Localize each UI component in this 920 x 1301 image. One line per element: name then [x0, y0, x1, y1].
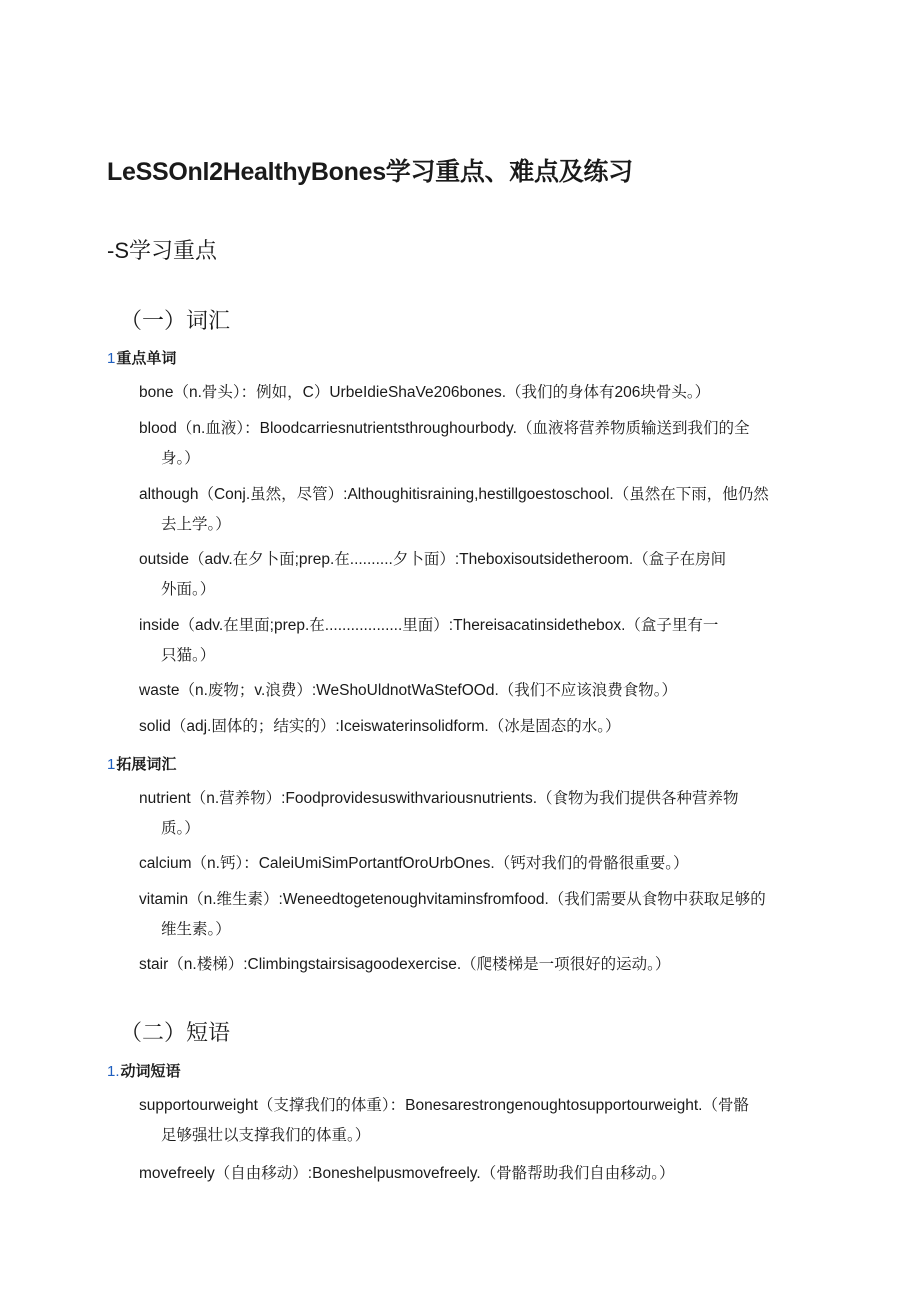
vocab-entry-nutrient: [139, 784, 809, 844]
entry-text: calcium（n.钙）：CaleiUmiSimPortantfOroUrbOnes.（钙对我们的骨骼很重要。）: [139, 855, 689, 872]
group-label: 拓展词汇: [116, 756, 177, 773]
vocab-entry-blood: [139, 414, 809, 474]
group-heading-verb-phrases: [107, 1060, 181, 1081]
group-label: 重点单词: [116, 350, 177, 367]
subsection-heading-vocabulary: （一）词汇: [120, 308, 231, 333]
entry-text-continued: 去上学。）: [161, 516, 231, 533]
subsection-heading-phrases: （二）短语: [120, 1020, 231, 1045]
entry-text-continued: 外面。）: [161, 581, 216, 598]
entry-text: bone（n.骨头）：例如，C）UrbeIdieShaVe206bones.（我们的身体有206块骨头。）: [139, 384, 711, 401]
entry-text: stair（n.楼梯）:Climbingstairsisagoodexercise.（爬楼梯是一项很好的运动。）: [139, 956, 671, 973]
entry-text: vitamin（n.维生素）:Weneedtogetenoughvitaminsfromfood.（我们需要从食物中获取足够的: [139, 891, 766, 908]
group-number: 1: [107, 756, 116, 773]
entry-text-continued: 质。）: [161, 820, 200, 837]
entry-text-continued: 维生素。）: [161, 921, 231, 938]
vocab-entry-bone: [139, 378, 809, 408]
entry-text: movefreely（自由移动）:Boneshelpusmovefreely.（骨骼帮助我们自由移动。）: [139, 1165, 675, 1182]
vocab-entry-outside: [139, 545, 809, 605]
phrase-entry-support-our-weight: [139, 1091, 809, 1151]
vocab-entry-stair: [139, 950, 809, 980]
entry-text: inside（adv.在里面;prep.在..................里面）:Thereisacatinsidethebox.（盒子里有一: [139, 617, 719, 634]
document-title: LeSSOnl2HealthyBones学习重点、难点及练习: [107, 158, 633, 186]
entry-text: supportourweight（支撑我们的体重）：Bonesarestrongenoughtosupportourweight.（骨骼: [139, 1097, 749, 1114]
entry-text: blood（n.血液）：Bloodcarriesnutrientsthroughourbody.（血液将营养物质输送到我们的全: [139, 420, 750, 437]
vocab-entry-vitamin: [139, 885, 809, 945]
vocab-entry-calcium: [139, 849, 809, 879]
group-label: 动词短语: [120, 1063, 181, 1080]
group-heading-key-words: [107, 347, 176, 368]
phrase-entry-move-freely: [139, 1159, 809, 1189]
group-number: 1: [107, 350, 116, 367]
entry-text: nutrient（n.营养物）:Foodprovidesuswithvariousnutrients.（食物为我们提供各种营养物: [139, 790, 739, 807]
entry-text: outside（adv.在夕卜面;prep.在..........夕卜面）:Theboxisoutsidetheroom.（盒子在房间: [139, 551, 727, 568]
vocab-entry-waste: [139, 676, 809, 706]
group-heading-extended-words: [107, 753, 176, 774]
entry-text-continued: 足够强壮以支撑我们的体重。）: [161, 1127, 371, 1144]
vocab-entry-inside: [139, 611, 809, 671]
entry-text: waste（n.废物；v.浪费）:WeShoUldnotWaStefOOd.（我们不应该浪费食物。）: [139, 682, 678, 699]
entry-text-continued: 身。）: [161, 450, 200, 467]
vocab-entry-solid: [139, 712, 809, 742]
vocab-entry-although: [139, 480, 809, 540]
entry-text: solid（adj.固体的；结实的）:Iceiswaterinsolidform.（冰是固态的水。）: [139, 718, 621, 735]
section-heading-key-points: -S学习重点: [107, 238, 218, 263]
entry-text: although（Conj.虽然，尽管）:Althoughitisraining,hestillgoestoschool.（虽然在下雨，他仍然: [139, 486, 769, 503]
entry-text-continued: 只猫。）: [161, 647, 216, 664]
group-number: 1.: [107, 1063, 120, 1080]
